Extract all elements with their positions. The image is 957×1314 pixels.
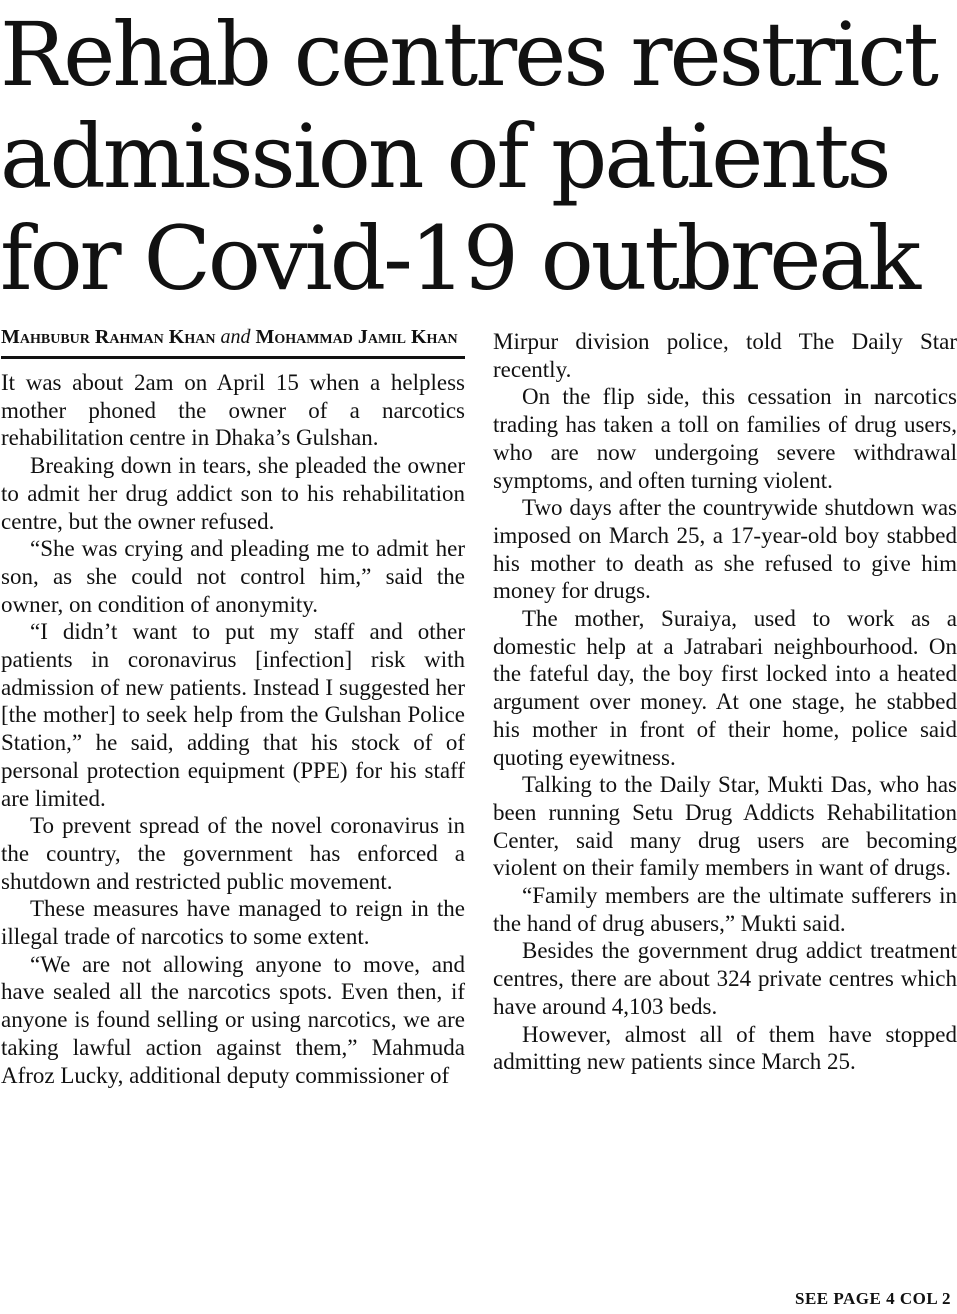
author-2: Mohammad Jamil Khan	[255, 326, 458, 348]
paragraph: To prevent spread of the novel coronavirus in the country, the government has enforced a shutdown and restricted public movement.	[1, 813, 465, 894]
paragraph: However, almost all of them have stopped admitting new patients since March 25.	[493, 1021, 957, 1075]
paragraph: “She was crying and pleading me to admit her son, as she could not control him,” said the owner, on condition of anonymity.	[1, 536, 465, 617]
paragraph: “We are not allowing anyone to move, and have sealed all the narcotics spots. Even then, if anyone is found selling or using narcotics, we are taking lawful action against them,” Mahmuda Afroz Lucky, additional deputy commissioner of	[1, 951, 465, 1088]
left-column	[1, 328, 465, 1089]
headline: Rehab centres restrict admission of patients for Covid-19 outbreak	[0, 3, 936, 310]
paragraph: The mother, Suraiya, used to work as a domestic help at a Jatrabari neighbourhood. On the fateful day, the boy first locked into a heated argument over money. At one stage, he stabbed his mother in front of their home, police said quoting eyewitness.	[493, 606, 957, 770]
jump-line: SEE PAGE 4 COL 2	[795, 1289, 951, 1308]
paragraph-continued: Mirpur division police, told The Daily Star recently.	[493, 329, 957, 382]
paragraph: “I didn’t want to put my staff and other patients in coronavirus [infection] risk with admission of new patients. Instead I suggested her [the mother] to seek help from the Gulshan Police Station,” he said, adding that his stock of of personal protection equipment (PPE) for his staff are limited.	[1, 619, 465, 811]
right-column	[493, 328, 957, 1076]
paragraph: Two days after the countrywide shutdown was imposed on March 25, a 17-year-old boy stabbed his mother to death as she refused to give him money for drugs.	[493, 495, 957, 604]
paragraph: It was about 2am on April 15 when a helpless mother phoned the owner of a narcotics rehabilitation centre in Dhaka’s Gulshan.	[1, 370, 465, 451]
paragraph: Breaking down in tears, she pleaded the owner to admit her drug addict son to his rehabilitation centre, but the owner refused.	[1, 453, 465, 534]
author-1: Mahbubur Rahman Khan	[1, 326, 216, 348]
paragraph: These measures have managed to reign in the illegal trade of narcotics to some extent.	[1, 896, 465, 950]
paragraph: Besides the government drug addict treatment centres, there are about 324 private centres which have around 4,103 beds.	[493, 938, 957, 1019]
paragraph: “Family members are the ultimate sufferers in the hand of drug abusers,” Mukti said.	[493, 883, 957, 936]
byline	[1, 328, 465, 359]
byline-conjunction: and	[220, 326, 251, 348]
paragraph: Talking to the Daily Star, Mukti Das, who has been running Setu Drug Addicts Rehabilitation Center, said many drug users are becoming violent on their family members in want of drugs.	[493, 772, 957, 881]
paragraph: On the flip side, this cessation in narcotics trading has taken a toll on families of drug users, who are now undergoing severe withdrawal symptoms, and often turning violent.	[493, 384, 957, 493]
